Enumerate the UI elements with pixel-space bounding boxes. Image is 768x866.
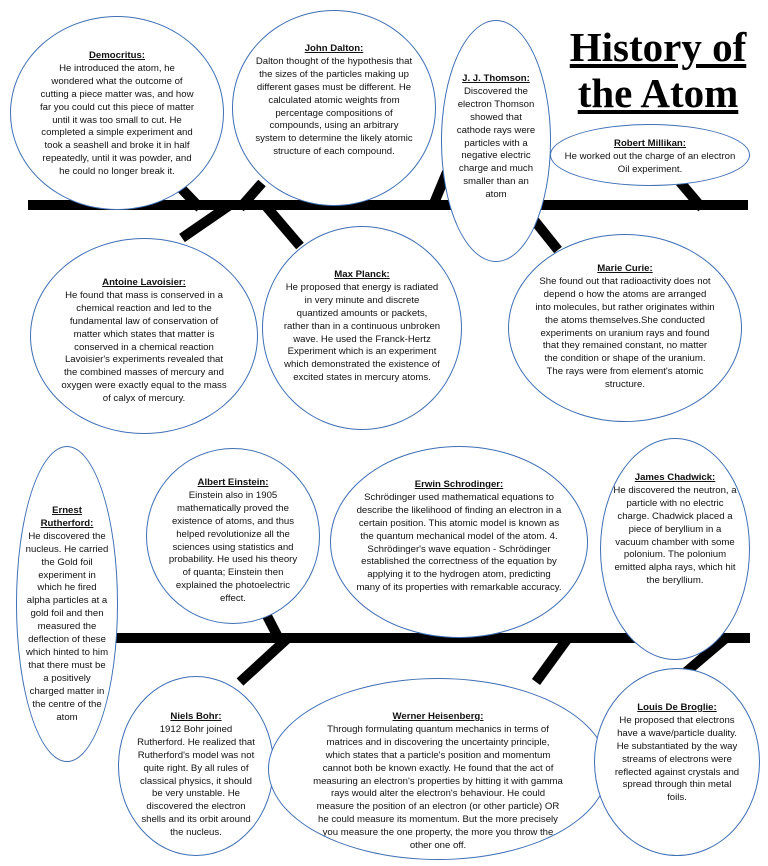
- bubble-einstein: [146, 448, 320, 624]
- bubble-chadwick: [600, 438, 750, 660]
- scientist-description: Dalton thought of the hypothesis that the sizes of the particles making up different gases must be different. He calculated atomic weights from percentage compositions of compounds, using an arbitrary system to determine the likely atomic structure of each compound.: [255, 55, 413, 158]
- scientist-description: He introduced the atom, he wondered what the outcome of cutting a piece matter was, and how far you could cut this piece of matter until it was too small to cut. He completed a simple experiment and took a seashell and broke it in half repeatedly, until it was powder, and he could no longer break it.: [39, 62, 195, 178]
- scientist-name: Democritus:: [89, 50, 145, 61]
- branch-bohr: [240, 638, 288, 682]
- scientist-description: Schrödinger used mathematical equations to describe the likelihood of finding an electron in a certain position. This atomic model is known as the quantum mechanical model of the atom. 4. Schrödinger's wave equation - Schrödinger established the correctness of the equation by applying it to the hydrogen atom, predicting many of its properties with remarkable accuracy.: [356, 491, 562, 594]
- scientist-name: Albert Einstein:: [197, 477, 269, 488]
- scientist-description: He discovered the neutron, a particle with no electric charge. Chadwick placed a piece of beryllium in a vacuum chamber with some polonium. The polonium emitted alpha rays, which hit the beryllium.: [613, 484, 737, 587]
- scientist-name: Robert Millikan:: [614, 138, 686, 149]
- scientist-description: 1912 Bohr joined Rutherford. He realized that Rutherford's model was not quite right. By all rules of classical physics, it should be very unstable. He discovered the electron shells and its orbit around the nucleus.: [137, 723, 255, 839]
- scientist-name: Max Planck:: [334, 269, 390, 280]
- scientist-name: J. J. Thomson:: [462, 73, 530, 84]
- bubble-debroglie: [594, 668, 760, 856]
- bubble-lavoisier: [30, 238, 258, 434]
- bubble-democritus: [10, 16, 224, 210]
- bubble-bohr: [118, 676, 274, 856]
- scientist-name: Erwin Schrodinger:: [414, 479, 504, 490]
- bubble-heisenberg: [268, 678, 608, 860]
- title-line-2: the Atom: [577, 70, 739, 116]
- bubble-dalton: [232, 10, 436, 206]
- bubble-millikan: [550, 124, 750, 186]
- scientist-name: Niels Bohr:: [170, 711, 222, 722]
- scientist-name: James Chadwick:: [634, 472, 716, 483]
- scientist-description: He found that mass is conserved in a chemical reaction and led to the fundamental law of conservation of matter which states that matter is conserved in a chemical reaction Lavoisier's experiments revealed that the combined masses of mercury and oxygen were exactly equal to the mass of calyx of mercury.: [61, 289, 227, 405]
- bubble-curie: [508, 234, 742, 422]
- scientist-description: She found out that radioactivity does not depend o how the atoms are arranged into molecules, but rather originates within the atoms themselves.She conducted experiments on uranium rays and found that they remained constant, no matter the condition or shape of the uranium. The rays were from element's atomic structure.: [535, 275, 715, 391]
- scientist-description: He proposed that electrons have a wave/particle duality. He substantiated by the way streams of electrons were reflected against crystals and spread through thin metal foils.: [614, 714, 740, 804]
- scientist-name: Ernest Rutherford:: [40, 505, 94, 529]
- bubble-thomson: [441, 20, 551, 262]
- bubble-rutherford: [16, 446, 118, 762]
- scientist-name: Louis De Broglie:: [637, 702, 717, 713]
- bubble-planck: [262, 226, 462, 430]
- title-line-1: History of: [569, 24, 747, 70]
- scientist-name: Werner Heisenberg:: [392, 711, 484, 722]
- scientist-description: Discovered the electron Thomson showed that cathode rays were particles with a negative electric charge and much smaller than an atom: [456, 85, 536, 201]
- scientist-name: John Dalton:: [304, 43, 364, 54]
- branch-planck: [265, 205, 300, 246]
- scientist-description: He proposed that energy is radiated in very minute and discrete quantized amounts or packets, rather than in a continuous unbroken wave. He used the Franck-Hertz Experiment which is an experiment which demonstrated the existence of excited states in mercury atoms.: [283, 281, 441, 384]
- scientist-description: He discovered the nucleus. He carried the Gold foil experiment in which he fired alpha particles at a gold foil and then measured the deflection of these which hinted to him that there must be a positively charged matter in the centre of the atom: [25, 530, 109, 723]
- bubble-schrodinger: [330, 446, 588, 638]
- page-title: [558, 24, 758, 116]
- branch-heisenberg: [536, 638, 568, 682]
- scientist-description: Einstein also in 1905 mathematically proved the existence of atoms, and thus helped revolutionize all the sciences using statistics and probability. He used his theory of quanta; Einstein then explained the photoelectric effect.: [168, 489, 298, 605]
- scientist-description: He worked out the charge of an electron Oil experiment.: [564, 150, 736, 175]
- scientist-name: Antoine Lavoisier:: [102, 277, 186, 288]
- scientist-description: Through formulating quantum mechanics in terms of matrices and in discovering the uncertainty principle, which states that a particle's position and momentum cannot both be known exactly. He found that the act of measuring an electron's properties by hitting it with gamma rays would alter the electron's behaviour. He could measure the position of an electron (or other particle) OR he could measure its momentum. But the more precisely you measure the one property, the more you throw the other one off.: [313, 723, 563, 852]
- scientist-name: Marie Curie:: [597, 263, 653, 274]
